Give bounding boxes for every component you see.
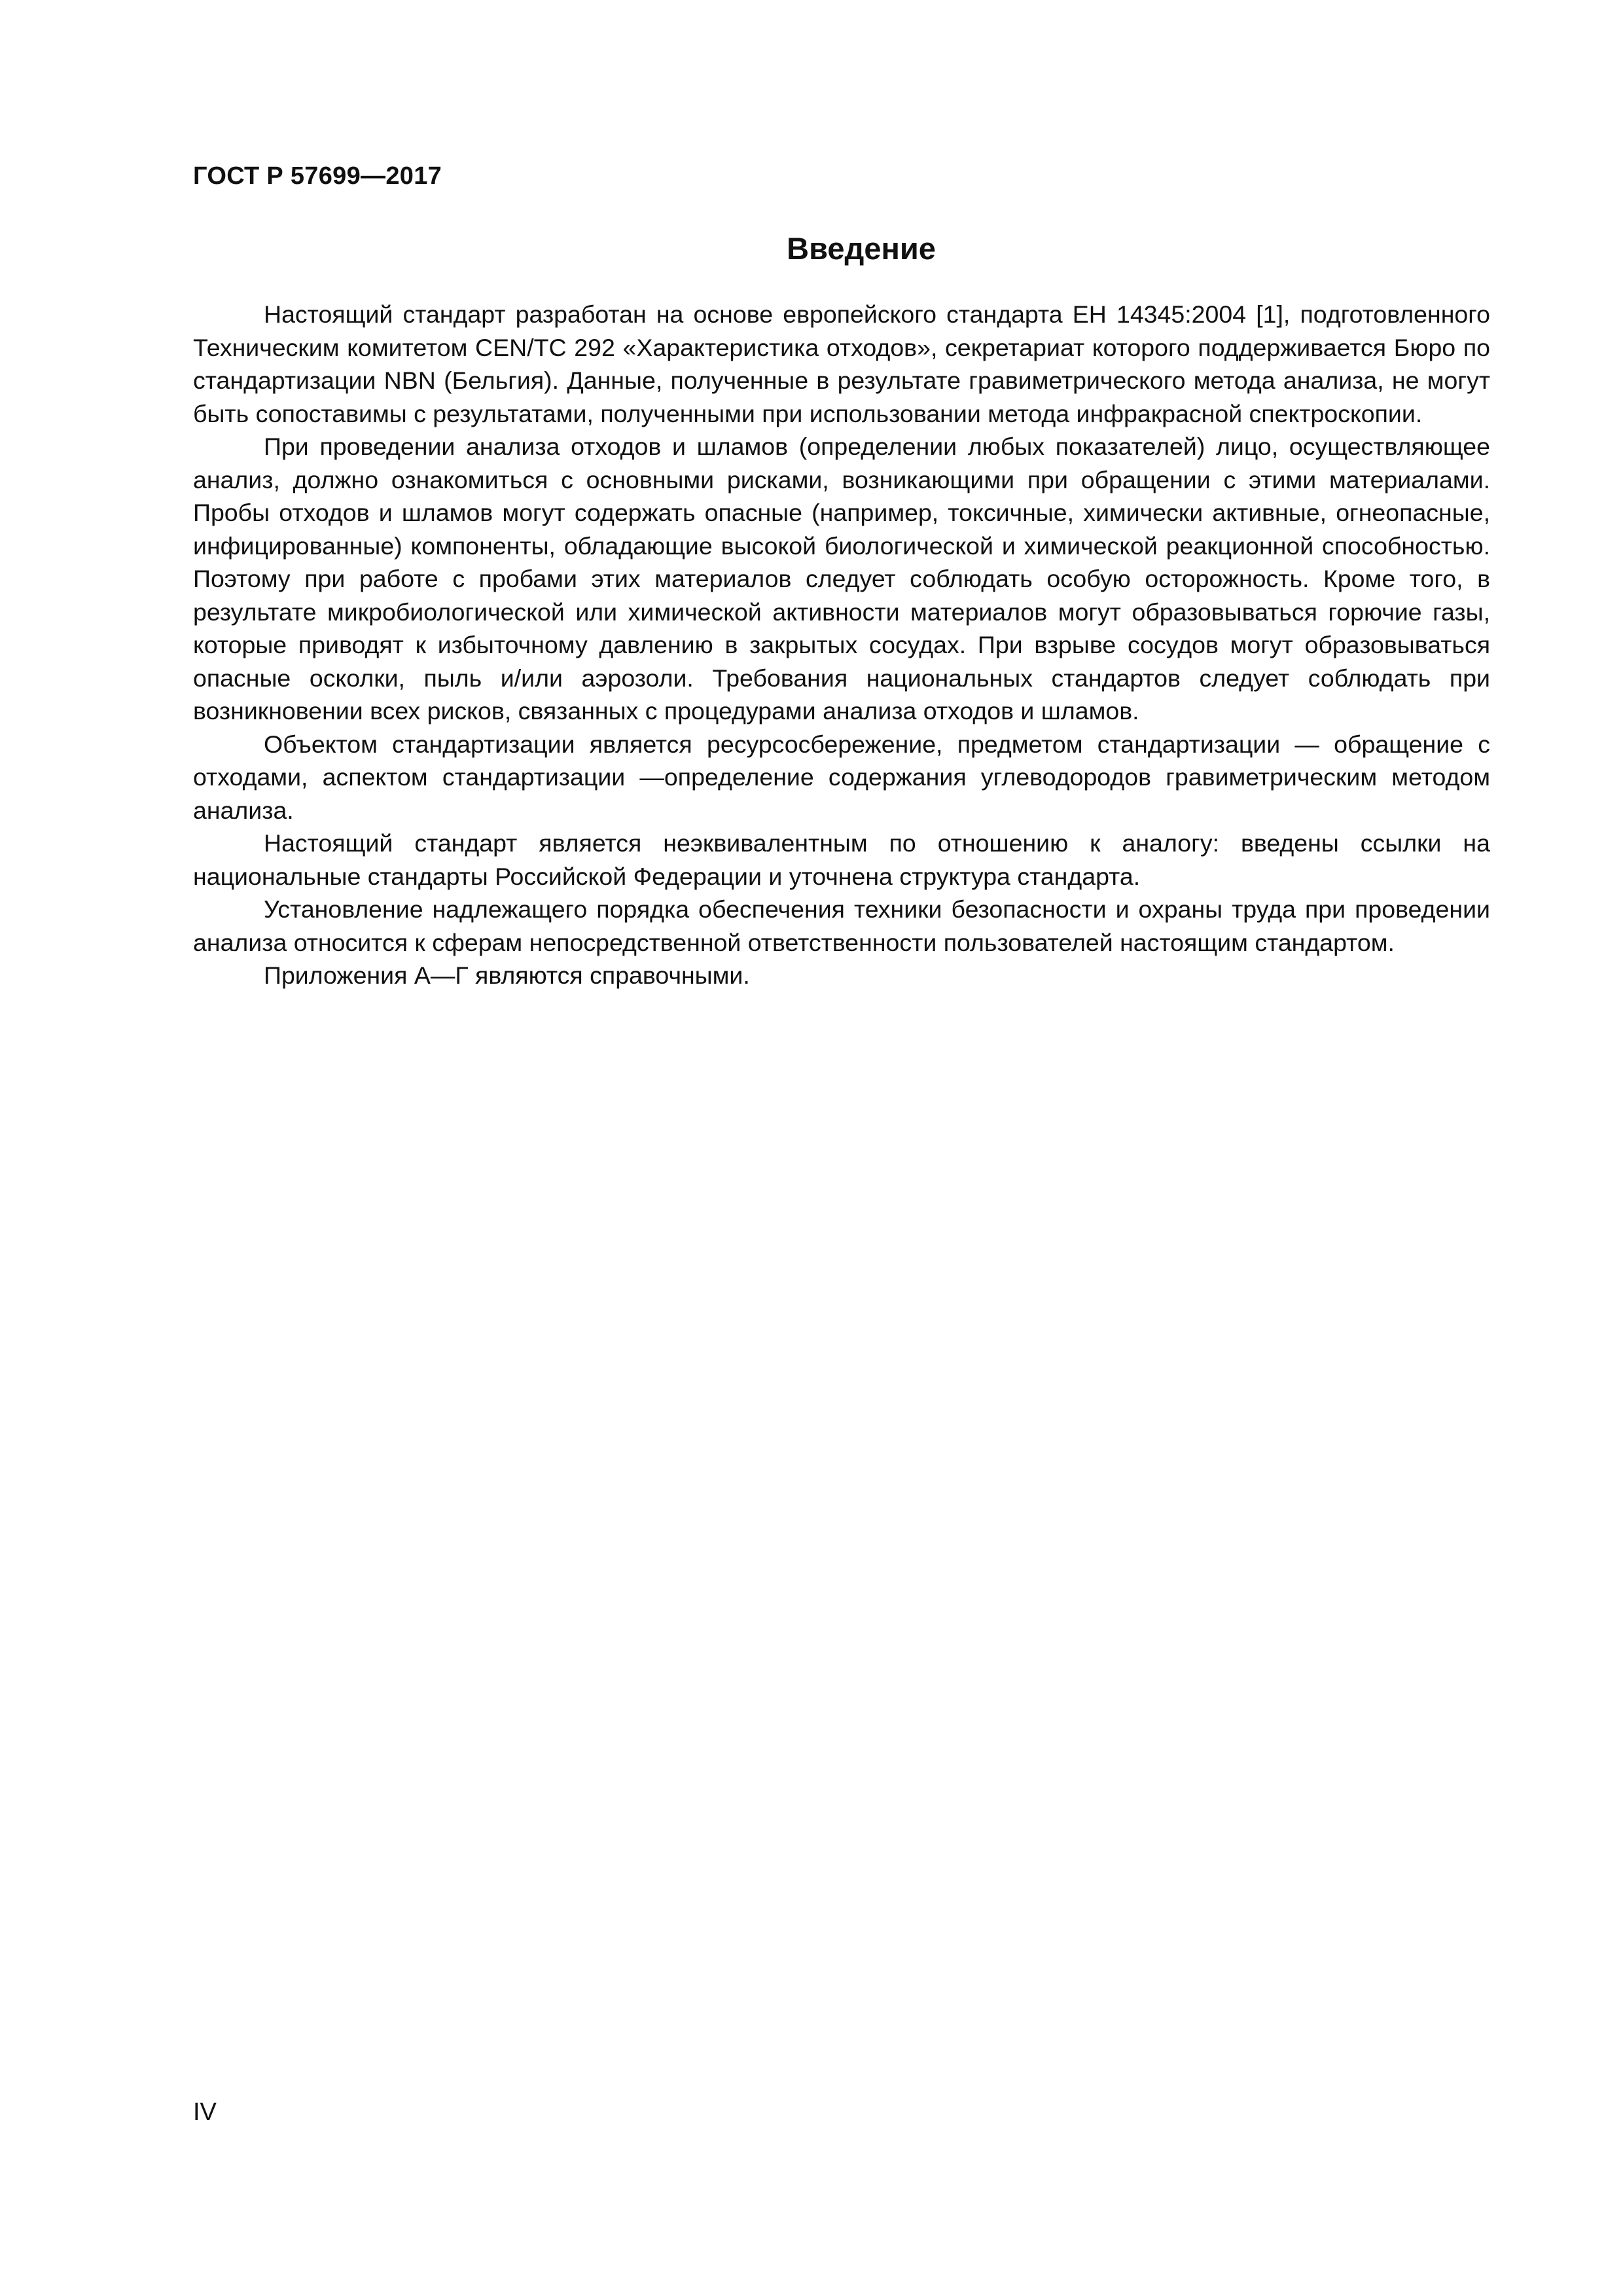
document-code: ГОСТ Р 57699—2017 bbox=[193, 162, 442, 190]
paragraph: Настоящий стандарт разработан на основе европейского стандарта ЕН 14345:2004 [1], подготовленного Техническим комитетом CEN/TC 292 «Характеристика отходов», секретариат которого поддерживается Бюро по стандартизации NBN (Бельгия). Данные, полученные в результате гравиметрического метода анализа, не могут быть сопоставимы с результатами, полученными при использовании метода инфракрасной спектроскопии. bbox=[193, 300, 1490, 427]
paragraph: Установление надлежащего порядка обеспечения техники безопасности и охраны труда при проведении анализа относится к сферам непосредственной ответственности пользователей настоящим стандартом. bbox=[193, 895, 1490, 956]
introduction-body bbox=[193, 298, 1490, 992]
page-number: IV bbox=[193, 2098, 217, 2126]
section-title: Введение bbox=[787, 231, 936, 266]
paragraph: Приложения А—Г являются справочными. bbox=[264, 961, 750, 989]
paragraph: Настоящий стандарт является неэквивалентным по отношению к аналогу: введены ссылки на национальные стандарты Российской Федерации и уточнена структура стандарта. bbox=[193, 829, 1490, 890]
paragraph: Объектом стандартизации является ресурсосбережение, предметом стандартизации — обращение с отходами, аспектом стандартизации —определение содержания углеводородов гравиметрическим методом анализа. bbox=[193, 730, 1490, 824]
paragraph: При проведении анализа отходов и шламов (определении любых показателей) лицо, осуществляющее анализ, должно ознакомиться с основными рисками, возникающими при обращении с этими материалами. Пробы отходов и шламов могут содержать опасные (например, токсичные, химически активные, огнеопасные, инфицированные) компоненты, обладающие высокой биологической и химической реакционной способностью. Поэтому при работе с пробами этих материалов следует соблюдать особую осторожность. Кроме того, в результате микробиологической или химической активности материалов могут образовываться горючие газы, которые приводят к избыточному давлению в закрытых сосудах. При взрыве сосудов могут образовываться опасные осколки, пыль и/или аэрозоли. Требования национальных стандартов следует соблюдать при возникновении всех рисков, связанных с процедурами анализа отходов и шламов. bbox=[193, 433, 1490, 725]
